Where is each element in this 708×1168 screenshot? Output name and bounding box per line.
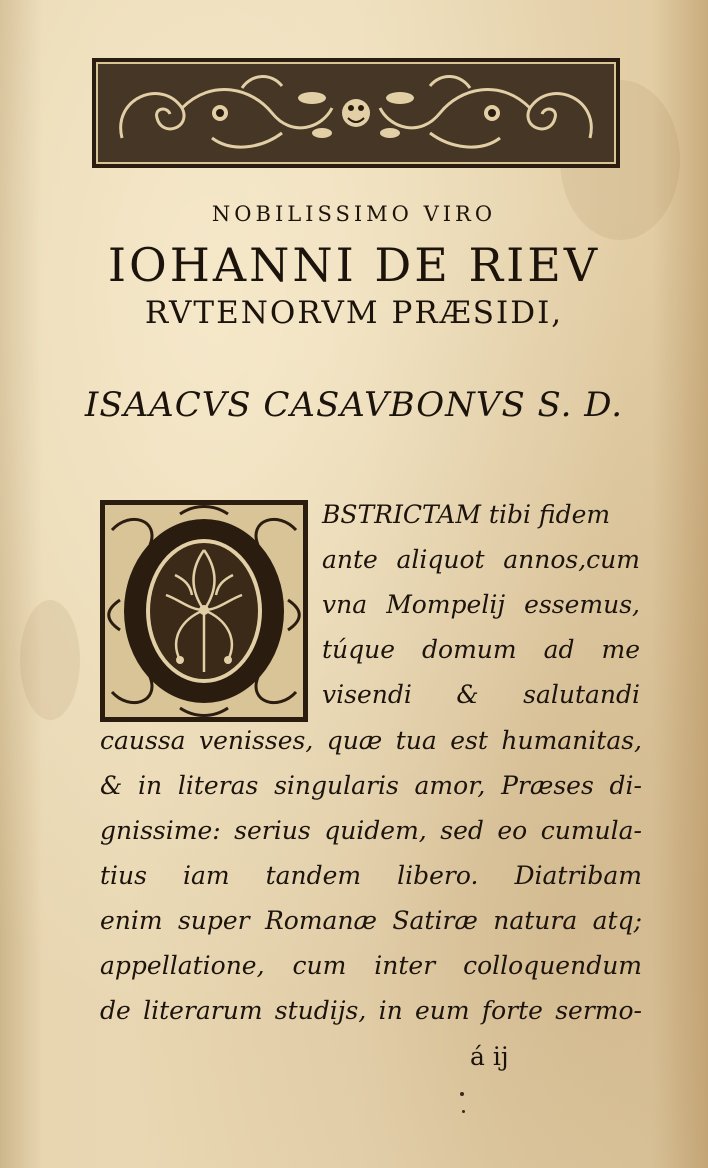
text-line: ante aliquot annos,cum	[322, 545, 640, 574]
heading-dedicatee-office: RVTENORVM PRÆSIDI,	[144, 295, 564, 331]
paper-stain	[20, 600, 80, 720]
text-line: tius iam tandem libero. Diatribam	[100, 861, 642, 890]
heading-dedicatee-title: NOBILISSIMO VIRO	[211, 202, 497, 226]
text-line: appellatione, cum inter colloquendum	[100, 951, 642, 980]
heading-dedicatee-name: IOHANNI DE RIEV	[107, 238, 601, 292]
signature-mark: á ij	[470, 1042, 509, 1071]
text-line: enim super Romanæ Satiræ natura atq;	[100, 906, 642, 935]
heading-author-greeting: ISAACVS CASAVBONVS S. D.	[84, 385, 624, 425]
text-line: vna Mompelij essemus,	[322, 590, 640, 619]
ink-speck	[460, 1092, 464, 1096]
text-line: caussa venisses, quæ tua est humanitas,	[100, 726, 642, 755]
text-line: BSTRICTAM tibi fidem	[322, 500, 611, 529]
text-line: de literarum studijs, in eum forte sermo-	[100, 996, 642, 1025]
text-line: visendi & salutandi	[322, 680, 640, 709]
decorated-initial	[100, 500, 308, 722]
text-line: gnissime: serius quidem, sed eo cumula-	[100, 816, 642, 845]
ink-speck	[462, 1110, 465, 1113]
text-line: túque domum ad me	[322, 635, 640, 664]
ornamental-headpiece	[92, 58, 620, 168]
text-line: & in literas singularis amor, Præses di-	[100, 771, 642, 800]
